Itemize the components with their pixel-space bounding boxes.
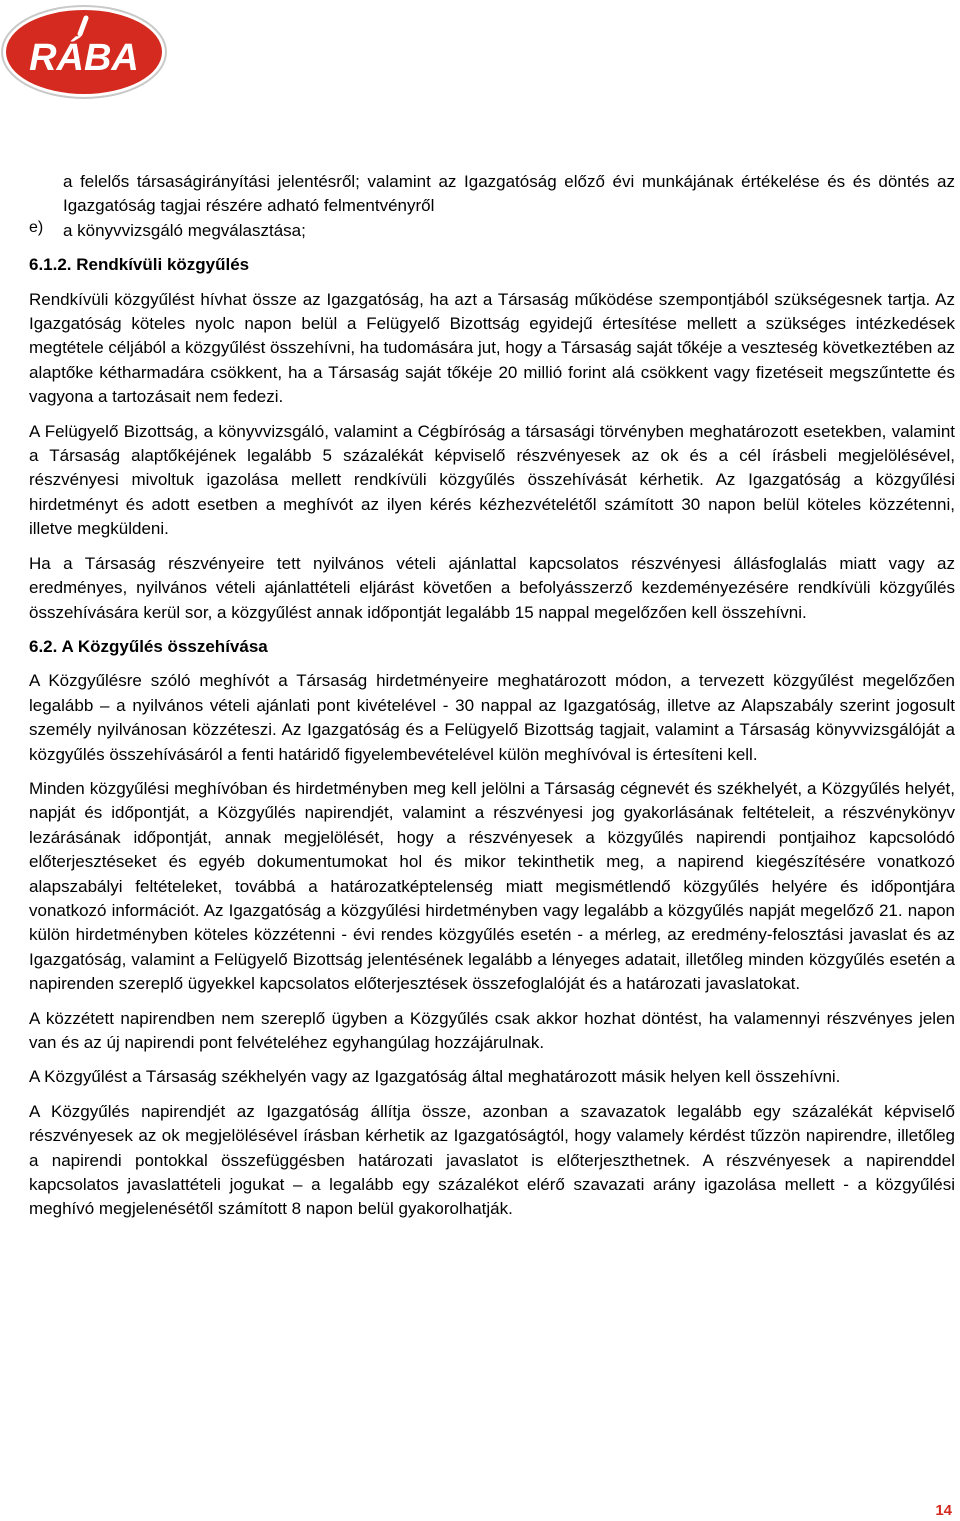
paragraph: A Közgyűlésre szóló meghívót a Társaság hirdetményeire meghatározott módon, a tervezett közgyűlést megelőzően legalább – a nyilvános vételi ajánlati pont kivételével - 30 nappal az Igazgatóság, illetve az Alapszabály szerint jogosult személy nyilvánosan közzéteszi. Az Igazgatóság és a Felügyelő Bizottság tagjait, valamint a Társaság könyvvizsgálóját a közgyűlés összehívásáról a fenti határidő figyelembevételével külön meghívóval is értesíteni kell.: [29, 671, 955, 764]
section-heading-6-2: 6.2. A Közgyűlés összehívása: [29, 636, 268, 656]
raba-logo: [0, 4, 168, 100]
list-text: a könyvvizsgáló megválasztása;: [63, 220, 306, 240]
paragraph: A Felügyelő Bizottság, a könyvvizsgáló, valamint a Cégbíróság a társasági törvényben meghatározott esetekben, valamint a Társaság alaptőkéjének legalább 5 százalékát képviselő részvényesek az ok és a cél írásbeli megjelölésével, részvényesi mivoltuk igazolása mellett rendkívüli közgyűlés összehívását kérhetik. Az Igazgatóság a közgyűlési hirdetményt és adott esetben a meghívót az ilyen kérés kézhezvételétől számított 30 napon belül köteles közzétenni, illetve megküldeni.: [29, 421, 955, 539]
paragraph-intro: a felelős társaságirányítási jelentésről; valamint az Igazgatóság előző évi munkájának értékelése és és döntés az Igazgatóság tagjai részére adható felmentvényről: [63, 172, 955, 216]
paragraph: A Közgyűlést a Társaság székhelyén vagy az Igazgatóság által meghatározott másik helyen kell összehívni.: [29, 1067, 841, 1087]
paragraph: Ha a Társaság részvényeire tett nyilvános vételi ajánlattal kapcsolatos részvényesi állásfoglalás miatt vagy az eredményes, nyilvános vételi ajánlattételi eljárást követően a befolyásszerző kezdeményezésére rendkívüli közgyűlés összehívására kerül sor, a közgyűlést annak időpontját legalább 15 nappal megelőzően kell összehívni.: [29, 553, 955, 622]
document-body: [29, 170, 955, 1222]
paragraph: Minden közgyűlési meghívóban és hirdetményben meg kell jelölni a Társaság cégnevét és székhelyét, a Közgyűlés helyét, napját és időpontját, a Közgyűlés napirendjét, valamint a részvényesi jog gyakorlásának feltételeit, a részvénykönyv lezárásának időpontját, annak megjelölését, hogy a részvényesek a közgyűlés napirendi pontjaihoz kapcsolódó előterjesztéseket és egyéb dokumentumokat hol és mikor tekinthetik meg, a napirend kiegészítésére vonatkozó alapszabályi feltételeket, továbbá a határozatképtelenség miatt megismétlendő közgyűlés helyére és időpontjára vonatkozó információt. Az Igazgatóság a közgyűlési hirdetményben vagy legalább a közgyűlés napját megelőző 21. napon külön hirdetményben köteles közzétenni - évi rendes közgyűlés esetén - a mérleg, az eredmény-felosztási javaslat és az Igazgatóság, valamint a Felügyelő Bizottság jelentésének legalább a lényeges adatait, illetőleg minden közgyűlés esetén a napirenden szereplő ügyekkel kapcsolatos előterjesztések összefoglalóját és a határozati javaslatokat.: [29, 778, 955, 994]
section-heading-6-1-2: 6.1.2. Rendkívüli közgyűlés: [29, 255, 250, 275]
list-item-e: [29, 219, 955, 243]
page-number: 14: [935, 1502, 952, 1519]
paragraph: A Közgyűlés napirendjét az Igazgatóság állítja össze, azonban a szavazatok legalább egy százalékát képviselő részvényesek az ok megjelölésével írásban kérhetik az Igazgatóságtól, hogy valamely kérdést tűzzön napirendre, illetőleg a napirendi pontokkal összefüggésben határozati javaslatot is előterjeszthetnek. A részvényesek a napirenddel kapcsolatos javaslattételi jogukat – a legalább egy százalékot elérő szavazati arány igazolása mellett - a közgyűlési meghívó megjelenésétől számított 8 napon belül gyakorolhatják.: [29, 1101, 955, 1219]
paragraph: A közzétett napirendben nem szereplő ügyben a Közgyűlés csak akkor hozhat döntést, ha valamennyi részvényes jelen van és az új napirendi pont felvételéhez egyhangúlag hozzájárulnak.: [29, 1008, 955, 1052]
list-label: e): [29, 218, 44, 236]
paragraph: Rendkívüli közgyűlést hívhat össze az Igazgatóság, ha azt a Társaság működése szempontjából szükségesnek tartja. Az Igazgatóság köteles nyolc napon belül a Felügyelő Bizottság egyidejű értesítése mellett a szükséges intézkedések megtétele céljából a közgyűlést összehívni, ha tudomására jut, hogy a Társaság saját tőkéje a veszteség következtében az alaptőke kétharmadára csökkent, ha a Társaság saját tőkéje 20 millió forint alá csökkent vagy fizetéseit megszűntette és vagyona a tartozásait nem fedezi.: [29, 289, 955, 407]
logo-text: RÁBA: [29, 37, 139, 79]
